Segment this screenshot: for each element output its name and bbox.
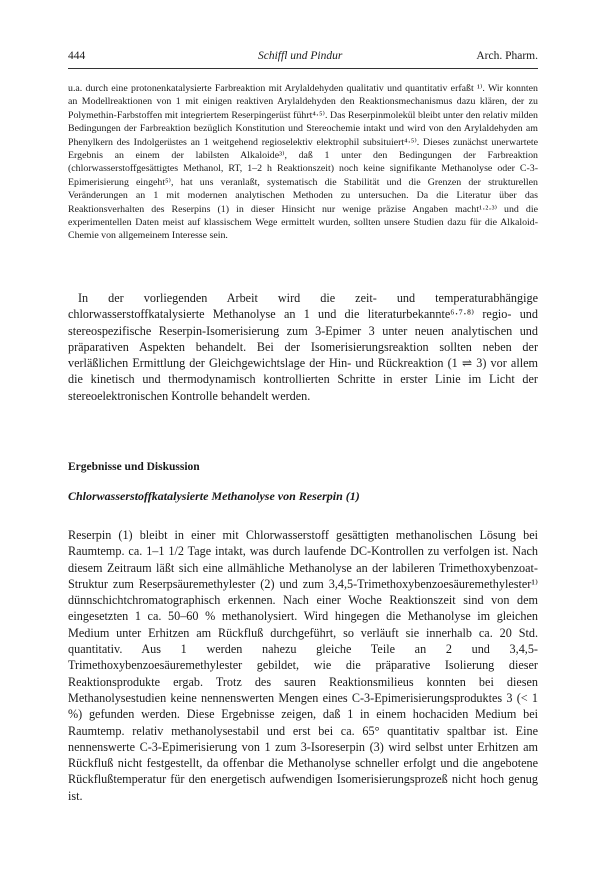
section-heading: Ergebnisse und Diskussion [68,461,200,473]
journal-name: Arch. Pharm. [476,50,538,62]
paragraph-small-print: u.a. durch eine protonenkatalysierte Farbreaktion mit Arylaldehyden qualitativ und quantitativ erfaßt ¹⁾. Wir konnten an Modellreaktionen von 1 mit einigen reaktiven Arylaldehyden den Reaktionsmechanismus dazu klären, der zu Polymethin-Farbstoffen mit integriertem Reserpingerüst führt⁴·⁵⁾. Das Reserpinmolekül bleibt unter den relativ milden Bedingungen der Farbreaktion bezüglich Konstitution und Stereochemie intakt und wird von den Arylaldehyden am Phenylkern des Indolgerüstes an 1 weitgehend regioselektiv elektrophil subsituiert⁴·⁵⁾. Dieses zunächst unerwartete Ergebnis an einem der labilsten Alkaloide³⁾, daß 1 unter den Bedingungen der Farbreaktion (chlorwasserstoffgesättigtes Methanol, RT, 1–2 h Reaktionszeit) noch keine signifikante Methanolyse oder C-3-Epimerisierung eingeht⁵⁾, hat uns veranlaßt, systematisch die Stabilität und die Grenzen der strukturellen Veränderungen an 1 mit modernen analytischen Methoden zu untersuchen. Da die Literatur über das Reaktionsverhalten des Reserpins (1) in dieser Hinsicht nur wenige präzise Angaben macht¹·²·³⁾ und die experimentellen Daten meist auf klassischem Wege ermittelt wurden, sollten unsere Studien dazu für die Alkaloid-Chemie von allgemeinem Interesse sein. [68,83,538,242]
page-number: 444 [68,50,86,62]
paragraph-results: Reserpin (1) bleibt in einer mit Chlorwasserstoff gesättigten methanolischen Lösung bei Raumtemp. ca. 1–1 1/2 Tage intakt, was durch laufende DC-Kontrollen zu verfolgen ist. Nach diesem Zeitraum läßt sich eine allmähliche Methanolyse an der labileren Trimethoxybenzoat-Struktur zum Reserpsäuremethylester (2) und zum 3,4,5-Trimethoxybenzoesäuremethylester¹⁾ dünnschichtchromatographisch erkennen. Nach einer Woche Reaktionszeit sind von dem eingesetzten 1 ca. 50–60 % methanolysiert. Wird hingegen die Methanolyse im gleichen Medium unter Erhitzen am Rückfluß durchgeführt, so verläuft sie innerhalb ca. 20 Std. quantitativ. Aus 1 werden nahezu gleiche Teile an 2 und 3,4,5-Trimethoxybenzoesäuremethylester gebildet, wie die präparative Isolierung dieser Reaktionsprodukte ergab. Trotz des sauren Reaktionsmilieus konnten bei diesen Methanolysestudien keine nennenswerten Mengen eines C-3-Epimerisierungsproduktes 3 (< 1 %) gefunden werden. Diese Ergebnisse zeigen, daß 1 in einem hochaciden Medium bei Raumtemp. relativ methanolysestabil und erst bei ca. 65° quantitativ spaltbar ist. Eine nennenswerte C-3-Epimerisierung von 1 zum 3-Isoreserpin (3) wird selbst unter Erhitzen am Rückfluß nicht festgestellt, da offenbar die Methanolyse schneller erfolgt und die angebotene Rückflußtemperatur für den energetisch aufwendigen Isomerisierungsprozeß nicht hoch genug ist. [68,528,538,803]
running-authors: Schiffl und Pindur [258,50,343,62]
subsection-heading: Chlorwasserstoffkatalysierte Methanolyse von Reserpin (1) [68,489,360,503]
header-rule [68,68,538,69]
paragraph-introduction: In der vorliegenden Arbeit wird die zeit- und temperaturabhängige chlorwasserstoffkatalysierte Methanolyse an 1 und die literaturbekannte⁶·⁷·⁸⁾ regio- und stereospezifische Reserpin-Isomerisierung zum 3-Epimer 3 unter neuen analytischen und präparativen Aspekten behandelt. Bei der Isomerisierungsreaktion sollten neben der verläßlichen Ermittlung der Gleichgewichtslage der Hin- und Rückreaktion (1 ⇌ 3) vor allem die kinetisch und thermodynamisch kontrollierten Schritte in erster Linie im Licht der stereoelektronischen Kontrolle behandelt werden. [68,291,538,403]
